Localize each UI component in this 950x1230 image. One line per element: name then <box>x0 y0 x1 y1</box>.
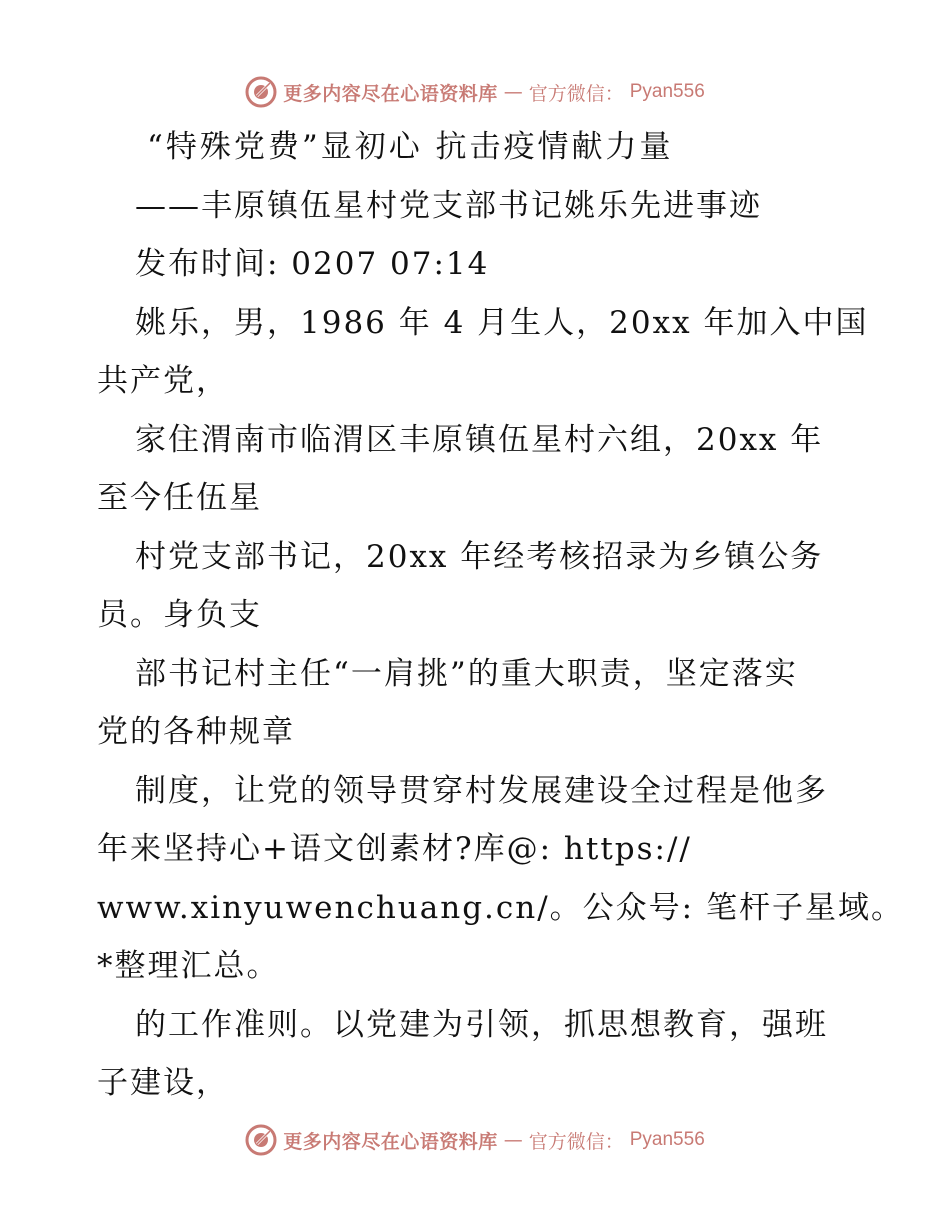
paragraph-line: 部书记村主任“一肩挑”的重大职责，坚定落实 <box>135 655 798 692</box>
paragraph-line: 制度，让党的领导贯穿村发展建设全过程是他多 <box>135 772 828 809</box>
paragraph-line: 共产党， <box>97 363 229 399</box>
document-title: “特殊党费”显初心 抗击疫情献力量 <box>147 129 674 165</box>
paragraph-line: 年来坚持心+语文创素材?库@: https:// <box>97 831 692 867</box>
paragraph-line: 党的各种规章 <box>97 714 295 750</box>
paragraph-line: 姚乐，男，1986 年 4 月生人，20xx 年加入中国 <box>135 304 869 341</box>
banner-dash: — <box>503 1129 523 1151</box>
document-body <box>97 118 904 1113</box>
banner-wechat-label: 官方微信： <box>528 82 624 105</box>
paragraph-line: *整理汇总。 <box>97 948 280 984</box>
paragraph-line: 家住渭南市临渭区丰原镇伍星村六组，20xx 年 <box>135 421 824 458</box>
paragraph-line: 子建设， <box>97 1065 229 1101</box>
banner-wechat-id: Pyan556 <box>629 81 705 102</box>
paragraph-line: 村党支部书记，20xx 年经考核招录为乡镇公务 <box>135 538 824 575</box>
banner-text: 更多内容尽在心语资料库 <box>283 82 498 105</box>
footer-banner <box>0 1120 950 1160</box>
paragraph-line: 至今任伍星 <box>97 480 262 516</box>
paragraph-line: 员。身负支 <box>97 597 262 633</box>
paragraph-line: 的工作准则。以党建为引领，抓思想教育，强班 <box>135 1006 828 1043</box>
header-banner <box>0 72 950 112</box>
banner-text: 更多内容尽在心语资料库 <box>283 1130 498 1153</box>
publish-time: 发布时间: 0207 07:14 <box>135 246 490 282</box>
banner-wechat-label: 官方微信： <box>528 1130 624 1153</box>
logo-icon <box>245 1124 277 1156</box>
paragraph-line: www.xinyuwenchuang.cn/。公众号: 笔杆子星域。 <box>97 889 904 926</box>
document-subtitle: ——丰原镇伍星村党支部书记姚乐先进事迹 <box>135 187 762 224</box>
banner-wechat-id: Pyan556 <box>629 1129 705 1150</box>
logo-icon <box>245 76 277 108</box>
banner-dash: — <box>503 81 523 103</box>
